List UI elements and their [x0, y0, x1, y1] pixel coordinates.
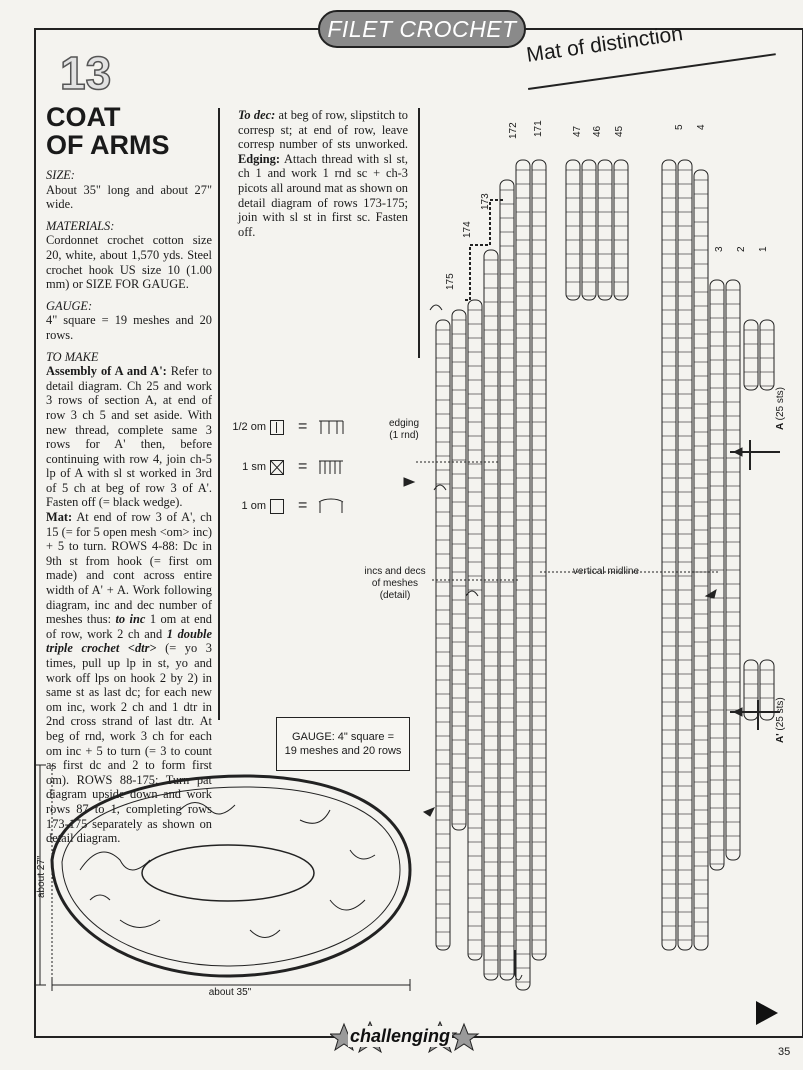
row-175: 175 [445, 273, 456, 290]
make-heading: TO MAKE [46, 349, 99, 364]
materials-heading: MATERIALS: [46, 218, 115, 233]
mat-width-label: about 35" [190, 987, 270, 999]
edging-heading: Edging: [238, 151, 281, 166]
mat-heading: Mat: [46, 510, 73, 525]
legend-label-half-om: 1/2 om [232, 421, 266, 433]
page-subtitle: Mat of distinction [525, 22, 685, 67]
dtr-term: 1 double triple crochet <dtr> [46, 626, 212, 656]
row-47: 47 [572, 125, 583, 137]
pattern-title-line2: OF ARMS [46, 130, 170, 160]
legend-equals-3: = [298, 497, 308, 514]
mat-text-2: 1 om at end of row, work 2 ch and [46, 612, 212, 641]
gauge-box-line2: 19 meshes and 20 rows [284, 745, 402, 757]
size-text: About 35" long and about 27" wide. [46, 182, 212, 212]
pattern-title-line1: COAT [46, 102, 121, 132]
page-number: 35 [778, 1046, 791, 1058]
row-45: 45 [614, 125, 625, 137]
row-46: 46 [592, 125, 603, 137]
row-2: 2 [736, 246, 747, 252]
difficulty-badge [330, 1020, 480, 1054]
materials-text: Cordonnet crochet cotton size 20, white, about 1,570 yds. Steel crochet hook US size 10 (1.00 mm) or SIZE FOR GAUGE. [46, 233, 212, 292]
mat-height-label: about 27" [36, 855, 47, 898]
mat-text-3: (= yo 3 times, pull up lp in st, yo and work off lps on hook 2 by 2) in same st as last dc; for each new om inc, work 2 ch and 1 dtr in 2nd cross strand of last dtr. At beg of rnd, work 3 ch for each om inc + 5 to turn (= 3 to count as first dc and 2 to form first om). ROWS 88-175: Turn pat diagram upside down and work rows 87 to 1, completing rows 173-175 separately as shown on detail diagram. [46, 641, 212, 846]
legend-equals-2: = [298, 458, 308, 475]
gauge-text: 4" square = 19 meshes and 20 rows. [46, 313, 212, 342]
to-inc-term: to inc [115, 612, 146, 627]
section-tab: FILET CROCHET [318, 10, 526, 48]
label-vertical-midline: vertical midline [572, 566, 640, 577]
row-1: 1 [758, 246, 769, 252]
row-173: 173 [480, 193, 491, 210]
legend-equals-1: = [298, 418, 308, 435]
row-5: 5 [674, 124, 685, 130]
assembly-heading: Assembly of A and A': [46, 364, 167, 379]
row-3: 3 [714, 246, 725, 252]
gauge-heading: GAUGE: [46, 298, 93, 313]
row-174: 174 [462, 221, 473, 238]
assembly-text: Refer to detail diagram. Ch 25 and work 3 rows of section A, at end of row 3 ch 5 and set aside. With new thread, complete same 3 rows for A' then, before continuing with row 4, join ch-5 lp of A with sl st worked in 3rd of 5 ch at beg of row 3 of A'. Fasten off (= black wedge). [46, 364, 212, 510]
label-incs-decs: incs and decs of meshes (detail) [364, 566, 426, 601]
dec-text: at beg of row, slipstitch to corresp st; at end of row, leave corresp number of sts unworked. [238, 108, 408, 152]
pattern-number: 13 [60, 47, 112, 99]
next-page-arrow-icon [756, 1001, 778, 1025]
row-172: 172 [508, 122, 519, 139]
row-171: 171 [533, 120, 544, 137]
label-section-a-prime: A' (25 sts) [775, 697, 786, 743]
mat-text-1: At end of row 3 of A', ch 15 (= for 5 open mesh <om> inc) + 5 to turn. ROWS 4-88: Dc in 9th st from hook (= first om made) and cont across entire width of A' + A. Work following diagram, inc and dec number of meshes thus: [46, 510, 212, 627]
label-section-a: A (25 sts) [775, 387, 786, 430]
legend-label-om: 1 om [241, 500, 266, 512]
difficulty-label: challenging [350, 1026, 451, 1046]
mat-drawing [34, 765, 410, 991]
to-dec-term: To dec: [238, 108, 276, 122]
label-edging: edging (1 rnd) [388, 418, 420, 441]
edging-text: Attach thread with sl st, ch 1 and work 1 rnd sc + ch-3 picots all around mat as shown on detail diagram of rows 173-175; join with sl st in first sc. Fasten off. [238, 151, 408, 239]
legend-label-sm: 1 sm [242, 461, 266, 473]
gauge-box-line1: GAUGE: 4" square = [291, 731, 395, 743]
row-4: 4 [696, 124, 707, 130]
size-heading: SIZE: [46, 168, 75, 182]
